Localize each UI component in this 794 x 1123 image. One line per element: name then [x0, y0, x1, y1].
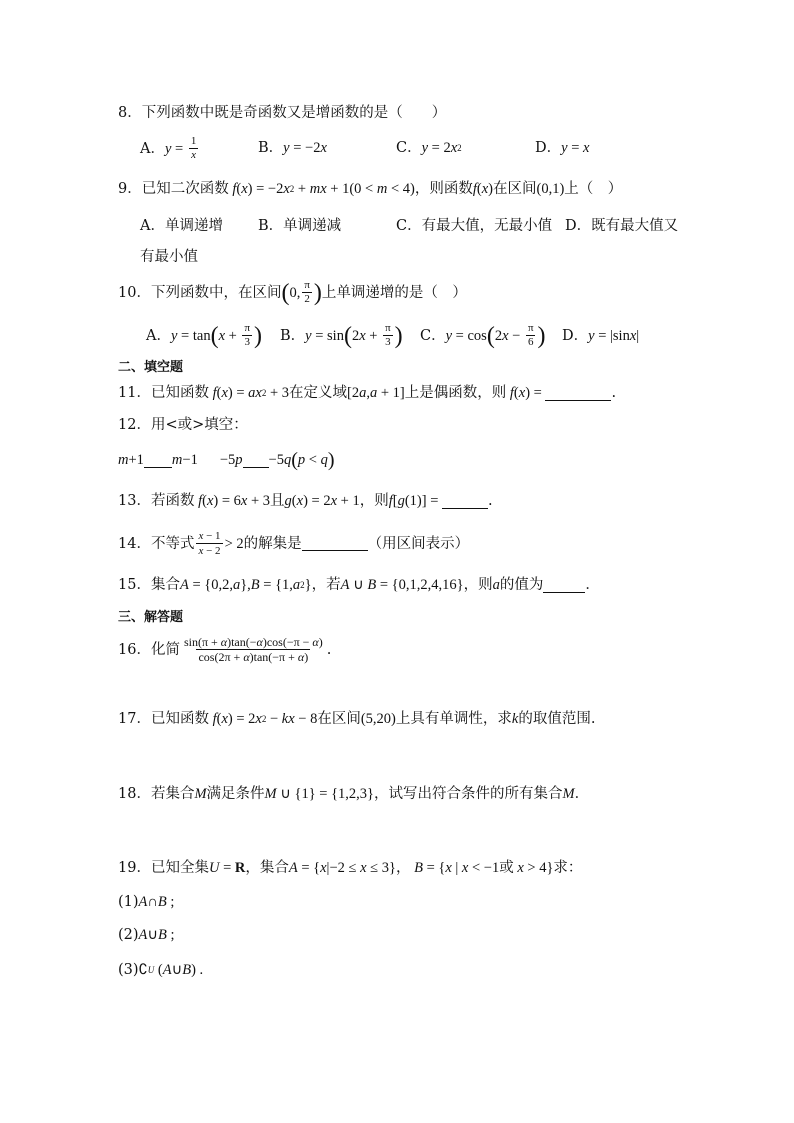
- q19-part-1: (1) A ∩ B ;: [118, 894, 175, 910]
- q19-part-3: (3) ∁ U ( A ∪ B ) .: [118, 962, 204, 978]
- q9-option-d-continued: 有最小值: [140, 249, 198, 265]
- q9-option-b: B．单调递减: [258, 218, 342, 234]
- q19-part-2: (2) A ∪ B ;: [118, 927, 175, 943]
- question-15: 15．集合 A = {0,2, a }, B = {1, a 2 } ，若 A ∪ B = {0,1,2,4,16} ，则 a 的值为 ．: [118, 577, 600, 593]
- question-18: 18．若集合 M 满足条件 M ∪ {1} = {1,2,3} ，试写出符合条件的所有集合 M ．: [118, 786, 590, 802]
- q9-option-d: D．既有最大值又: [565, 218, 679, 234]
- question-8-stem: 8．下列函数中既是奇函数又是增函数的是（ ）: [118, 105, 447, 121]
- question-11: 11．已知函数 f ( x ) = ax 2 + 3 在定义域 [2 a , a + 1] 上是偶函数，则 f ( x ) = .: [118, 385, 617, 401]
- question-12: 12．用<或>填空：: [118, 417, 248, 433]
- q10-option-c: C． y = cos ( 2 x − $\frac{\pi}{6}$ ): [420, 322, 546, 349]
- answer-blank: [543, 578, 585, 593]
- q8-option-b: B． y = −2 x: [258, 140, 327, 156]
- q8-option-c: C． y = 2 x 2: [396, 140, 462, 156]
- question-16: 16．化简 $\frac{\sin(\pi + \alpha)\tan(-\alpha)\cos(-\pi - \alpha)}{\cos(2\pi + \alpha)\tan(-\pi + \alpha)}$ .: [118, 635, 332, 664]
- q10-option-d: D． y = |sin x |: [562, 328, 640, 344]
- question-13: 13．若函数 f ( x ) = 6 x + 3 且 g ( x ) = 2 x + 1 ，则 f [ g (1)] = .: [118, 493, 493, 509]
- section-heading-fill-in: 二、填空题: [118, 360, 184, 375]
- q8-option-a: A． y = $\frac{1}{x}$: [140, 135, 197, 161]
- question-14: 14．不等式 $\frac{x - 1}{x - 2}$ > 2 的解集是 （用区间表示）: [118, 530, 470, 557]
- q9-option-a: A．单调递增: [140, 218, 223, 234]
- q10-option-b: B． y = sin ( 2 x + $\frac{\pi}{3}$ ): [280, 322, 403, 349]
- section-heading-solutions: 三、解答题: [118, 610, 184, 625]
- answer-blank: [442, 494, 488, 509]
- question-9-stem: 9．已知二次函数 f ( x ) = −2 x 2 + mx + 1(0 < m < 4) ，则函数 f ( x ) 在区间 (0,1) 上（ ）: [118, 181, 623, 197]
- q8-option-d: D． y = x: [535, 140, 590, 156]
- answer-blank: [545, 386, 611, 401]
- question-19: 19．已知全集 U = R ，集合 A = { x |−2 ≤ x ≤ 3} ， B = { x | x < −1或 x > 4} 求：: [118, 860, 583, 876]
- question-10-stem: 10．下列函数中，在区间 ( 0, $\frac{\pi}{2}$ ) 上单调递增的是（ ）: [118, 279, 467, 306]
- question-17: 17．已知函数 f ( x ) = 2 x 2 − kx − 8 在区间 (5,20) 上具有单调性，求 k 的取值范围.: [118, 711, 596, 727]
- answer-blank: [302, 536, 368, 551]
- q10-option-a: A． y = tan ( x + $\frac{\pi}{3}$ ): [146, 322, 263, 349]
- q12-comparisons: m +1 m −1 −5 p −5 q ( p < q ): [118, 449, 335, 471]
- q9-option-c: C．有最大值，无最小值: [396, 218, 553, 234]
